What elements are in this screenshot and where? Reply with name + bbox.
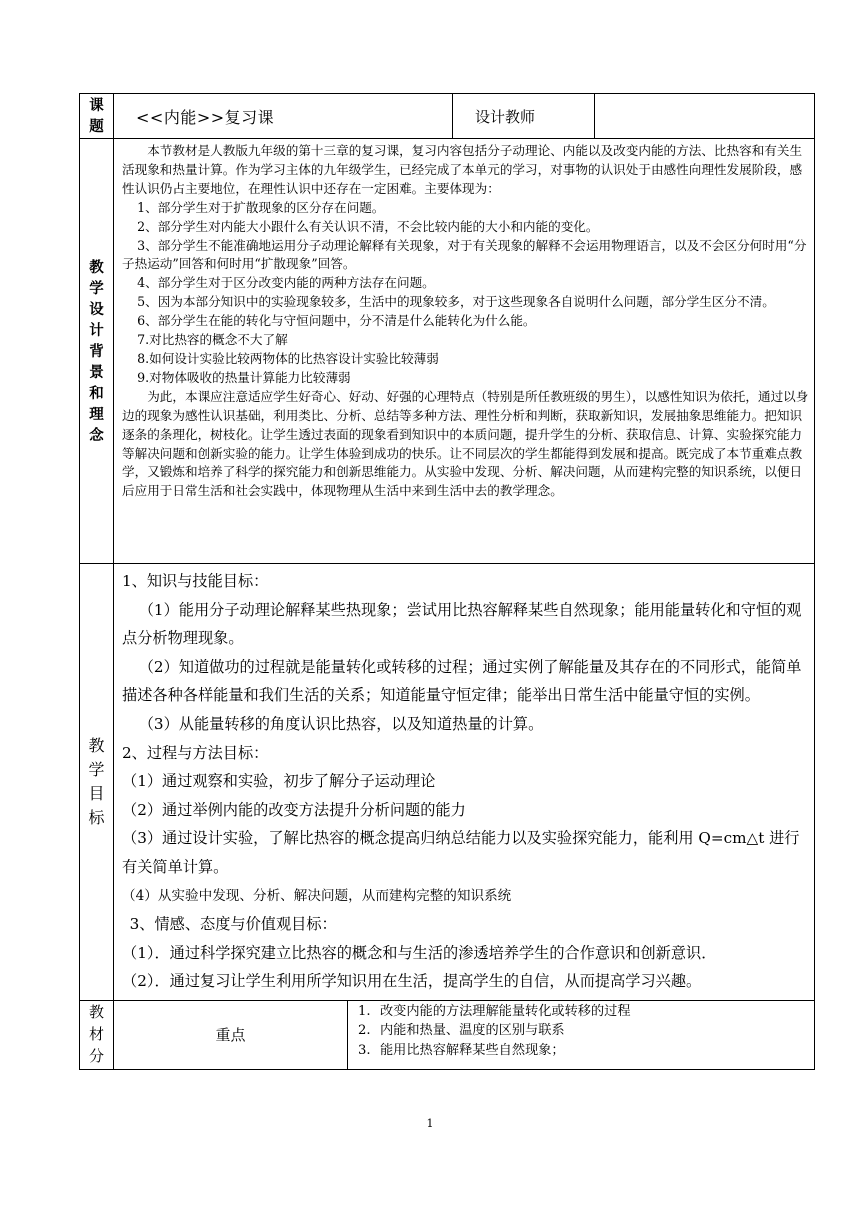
- background-paragraph: 本节教材是人教版九年级的第十三章的复习课，复习内容包括分子动理论、内能以及改变内能的方法、比热容和有关生活现象和热量计算。作为学习主体的九年级学生，已经完成了本单元的学习，对事物的认识处于由感性向理性发展阶段，感性认识仍占主要地位，在理性认识中还存在一定困难。主要体现为：: [122, 143, 803, 196]
- key-point-item: 1. 改变内能的方法理解能量转化或转移的过程: [358, 1003, 631, 1019]
- background-item: 3、部分学生不能准确地运用分子动理论解释有关现象，对于有关现象的解释不会运用物理语言，以及不会区分何时用“分子热运动”回答和何时用“扩散现象”回答。: [122, 237, 807, 272]
- background-item: 4、部分学生对于区分改变内能的两种方法存在问题。: [137, 275, 435, 291]
- materials-label: 教 材 分: [80, 1000, 114, 1069]
- background-item: 9.对物体吸收的热量计算能力比较薄弱: [137, 369, 351, 385]
- key-point-item: 2. 内能和热量、温度的区别与联系: [358, 1023, 565, 1039]
- goal-item: （2）通过举例内能的改变方法提升分析问题的能力: [122, 800, 466, 819]
- goal-item: （4）从实验中发现、分析、解决问题，从而建构完整的知识系统: [122, 887, 512, 904]
- key-point-item: 3. 能用比热容解释某些自然现象；: [358, 1042, 565, 1058]
- key-points-label: 重点: [114, 1000, 348, 1069]
- goal-heading: 2、过程与方法目标：: [122, 743, 269, 762]
- topic-label: 课 题: [80, 94, 114, 139]
- goal-item: （1）能用分子动理论解释某些热现象；尝试用比热容解释某些自然现象；能用能量转化和守恒的观点分析物理现象。: [122, 600, 802, 648]
- goal-item: （2）知道做功的过程就是能量转化或转移的过程；通过实例了解能量及其存在的不同形式，能简单描述各种各样能量和我们生活的关系；知道能量守恒定律；能举出日常生活中能量守恒的实例。: [122, 657, 802, 705]
- page-number: 1: [426, 1117, 434, 1130]
- header-row: [80, 94, 815, 139]
- goal-heading: 1、知识与技能目标：: [122, 572, 269, 590]
- goal-item: （3）从能量转移的角度认识比热容，以及知道热量的计算。: [138, 714, 544, 733]
- background-item: 1、部分学生对于扩散现象的区分存在问题。: [137, 199, 385, 215]
- background-item: 5、因为本部分知识中的实验现象较多，生活中的现象较多，对于这些现象各自说明什么问题，部分学生区分不清。: [137, 294, 775, 310]
- goal-item: （1）通过观察和实验，初步了解分子运动理论: [122, 772, 436, 791]
- goal-item: （2）．通过复习让学生利用所学知识用在生活，提高学生的自信，从而提高学习兴趣。: [122, 972, 702, 991]
- goal-item: （3）通过设计实验，了解比热容的概念提高归纳总结能力以及实验探究能力，能利用 Q=cm△t 进行有关简单计算。: [122, 829, 800, 876]
- designer-label: 设计教师: [453, 94, 595, 139]
- lesson-title: <<内能>>复习课: [114, 94, 453, 139]
- designer-value: [595, 94, 815, 139]
- goal-item: （1）．通过科学探究建立比热容的概念和与生活的渗透培养学生的合作意识和创新意识．: [122, 943, 717, 962]
- goals-content: [114, 564, 815, 1001]
- background-content: [114, 139, 815, 564]
- key-points-list: [348, 1000, 815, 1069]
- background-item: 8.如何设计实验比较两物体的比热容设计实验比较薄弱: [137, 350, 439, 366]
- background-row: [80, 139, 815, 564]
- goal-heading: 3、情感、态度与价值观目标：: [129, 915, 337, 934]
- background-paragraph: 为此，本课应注意适应学生好奇心、好动、好强的心理特点（特别是所任教班级的男生），以感性知识为依托，通过以身边的现象为感性认识基础，利用类比、分析、总结等多种方法、理性分析和判断，获取新知识，发展抽象思维能力。把知识逐条的条理化，树枝化。让学生透过表面的现象看到知识中的本质问题，提升学生的分析、获取信息、计算、实验探究能力等解决问题和创新实验的能力。让学生体验到成功的快乐。让不同层次的学生都能得到发展和提高。既完成了本节重难点教学，又锻炼和培养了科学的探究能力和创新思维能力。从实验中发现、分析、解决问题，从而建构完整的知识系统，以便日后应用于日常生活和社会实践中，体现物理从生活中来到生活中去的教学理念。: [122, 388, 809, 499]
- background-item: 6、部分学生在能的转化与守恒问题中，分不清是什么能转化为什么能。: [137, 313, 536, 329]
- goals-label: 教 学 目 标: [80, 564, 114, 1001]
- materials-row: [80, 1000, 815, 1069]
- background-label: 教 学 设 计 背 景 和 理 念: [80, 139, 114, 564]
- background-item: 7.对比热容的概念不大了解: [137, 332, 288, 348]
- background-item: 2、部分学生对内能大小跟什么有关认识不清，不会比较内能的大小和内能的变化。: [137, 218, 599, 234]
- goals-row: [80, 564, 815, 1001]
- lesson-plan-table: [79, 93, 815, 1070]
